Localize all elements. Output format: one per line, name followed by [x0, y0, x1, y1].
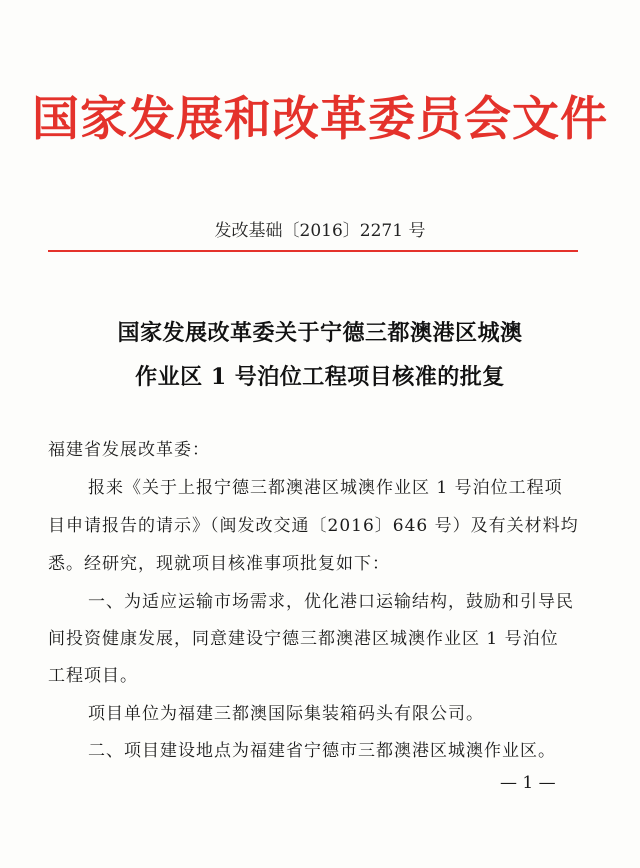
body-line: 间投资健康发展，同意建设宁德三都澳港区城澳作业区 1 号泊位 [48, 629, 559, 649]
body-line: 目申请报告的请示》（闽发改交通〔2016〕646 号）及有关材料均 [48, 516, 579, 536]
body-line: 报来《关于上报宁德三都澳港区城澳作业区 1 号泊位工程项 [88, 478, 563, 498]
document-title-line-2: 作业区 1 号泊位工程项目核准的批复 [135, 364, 505, 390]
red-divider [48, 250, 578, 252]
body-line: 悉。经研究，现就项目核准事项批复如下： [48, 554, 390, 574]
document-header: 国家发展和改革委员会文件 [32, 92, 608, 147]
body-line: 工程项目。 [48, 666, 138, 686]
body-line: 一、为适应运输市场需求，优化港口运输结构，鼓励和引导民 [88, 592, 574, 612]
body-line: 二、项目建设地点为福建省宁德市三都澳港区城澳作业区。 [88, 741, 556, 761]
salutation: 福建省发展改革委： [48, 440, 210, 460]
document-number: 发改基础〔2016〕2271 号 [214, 221, 426, 241]
page-number: — 1 — [500, 773, 556, 793]
body-line: 项目单位为福建三都澳国际集装箱码头有限公司。 [88, 704, 484, 724]
document-title-line-1: 国家发展改革委关于宁德三都澳港区城澳 [117, 320, 523, 346]
